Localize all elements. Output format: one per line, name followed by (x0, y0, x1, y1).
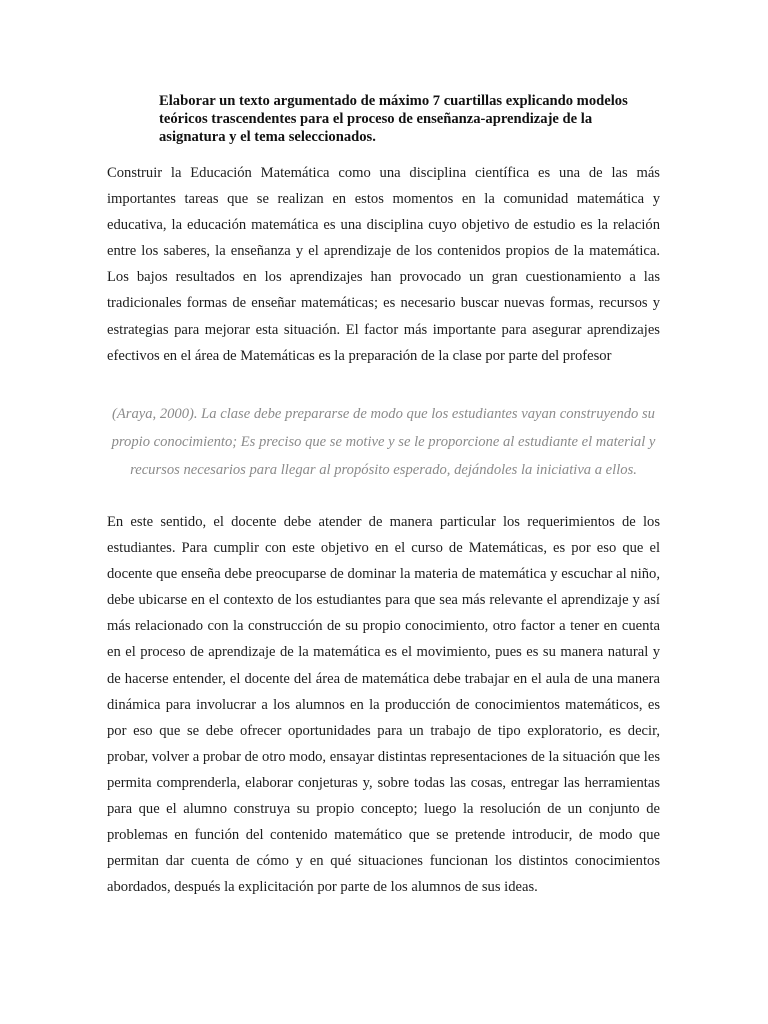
body-paragraph: En este sentido, el docente debe atender de manera particular los requerimientos de los estudiantes. Para cumplir con este objetivo en el curso de Matemáticas, es por eso que el docente que enseña debe preocuparse de dominar la materia de matemática y escuchar al niño, debe ubicarse en el contexto de los estudiantes para que sea más relevante el aprendizaje y así más relacionado con la construcción de su propio conocimiento, otro factor a tener en cuenta en el proceso de aprendizaje de la matemática es el movimiento, pues es su manera natural y de hacerse entender, el docente del área de matemática debe trabajar en el aula de una manera dinámica para involucrar a los alumnos en la producción de conocimientos matemáticos, es por eso que se debe ofrecer oportunidades para un trabajo de tipo exploratorio, es decir, probar, volver a probar de otro modo, ensayar distintas representaciones de la situación que les permita comprenderla, elaborar conjeturas y, sobre todas las cosas, entregar las herramientas para que el alumno construya su propio concepto; luego la resolución de un conjunto de problemas en función del contenido matemático que se pretende introducir, de modo que permitan dar cuenta de cómo y en qué situaciones funcionan los distintos conocimientos abordados, después la explicitación por parte de los alumnos de sus ideas. (107, 514, 660, 896)
citation-quote: (Araya, 2000). La clase debe prepararse de modo que los estudiantes vayan construyendo su propio conocimiento; Es preciso que se motive y se le proporcione al estudiante el material y recursos necesarios para llegar al propósito esperado, dejándoles la iniciativa a ellos. (111, 406, 656, 478)
assignment-heading: Elaborar un texto argumentado de máximo 7 cuartillas explicando modelos teóricos trascendentes para el proceso de enseñanza-aprendizaje de la asignatura y el tema seleccionados. (159, 93, 628, 145)
intro-paragraph: Construir la Educación Matemática como una disciplina científica es una de las más importantes tareas que se realizan en estos momentos en la comunidad matemática y educativa, la educación matemática es una disciplina cuyo objetivo de estudio es la relación entre los saberes, la enseñanza y el aprendizaje de los contenidos propios de la matemática. Los bajos resultados en los aprendizajes han provocado un gran cuestionamiento a las tradicionales formas de enseñar matemáticas; es necesario buscar nuevas formas, recursos y estrategias para mejorar esta situación. El factor más importante para asegurar aprendizajes efectivos en el área de Matemáticas es la preparación de la clase por parte del profesor (107, 165, 660, 364)
